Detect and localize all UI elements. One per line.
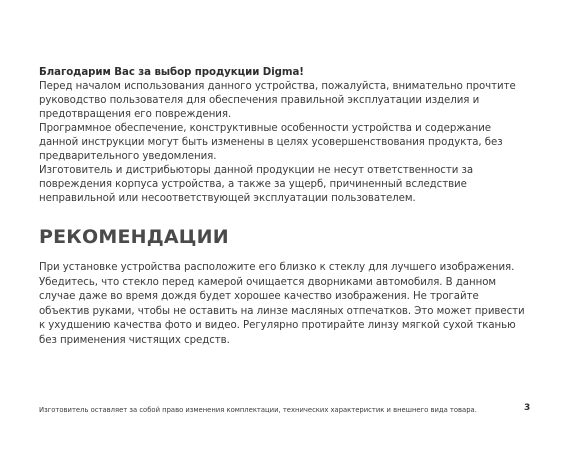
intro-paragraph-liability: Изготовитель и дистрибьюторы данной продукции не несут ответственности за повреждения корпуса устройства, а также за ущерб, причиненный вследствие неправильной или несоответствующей эксплуатации пользователем. [39, 165, 474, 204]
intro-block [39, 66, 529, 206]
recommendations-text: При установке устройства расположите его близко к стеклу для лучшего изображения. Убедитесь, что стекло перед камерой очищается дворниками автомобиля. В данном случае даже во время дождя будет хорошее качество изображения. Не трогайте объектив руками, чтобы не оставить на линзе масляных отпечатков. Это может привести к ухудшению качества фото и видео. Регулярно протирайте линзу мягкой сухой тканью без применения чистящих средств. [39, 262, 525, 346]
footer-note: Изготовитель оставляет за собой право изменения комплектации, технических характеристик и внешнего вида товара. [39, 406, 477, 414]
intro-paragraph-usage: Перед началом использования данного устройства, пожалуйста, внимательно прочтите руководство пользователя для обеспечения правильной эксплуатации изделия и предотвращения его повреждения. [39, 81, 516, 120]
intro-paragraph-changes: Программное обеспечение, конструктивные особенности устройства и содержание данной инструкции могут быть изменены в целях усовершенствования продукта, без предварительного уведомления. [39, 123, 503, 162]
intro-lead: Благодарим Вас за выбор продукции Digma! [39, 67, 304, 78]
page-number: 3 [524, 403, 531, 413]
section-heading: РЕКОМЕНДАЦИИ [39, 226, 229, 248]
